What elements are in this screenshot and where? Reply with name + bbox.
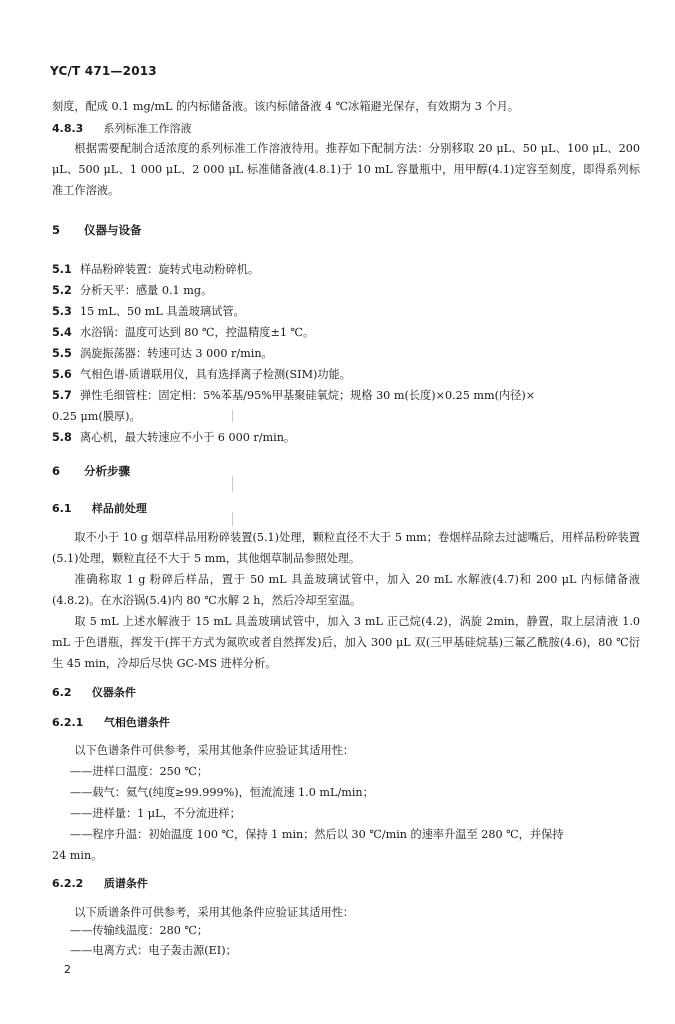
list-item — [52, 280, 642, 301]
continued-paragraph — [52, 96, 640, 117]
section-number: 6.2.1 — [52, 716, 84, 729]
ms-condition-item: ——传输线温度：280 ℃； — [70, 924, 209, 937]
gc-condition-item: ——进样口温度：250 ℃； — [70, 765, 209, 778]
section-heading-6-2-1 — [52, 714, 170, 730]
item-text: 水浴锅：温度可达到 80 ℃，控温精度±1 ℃。 — [80, 326, 315, 339]
section-number: 6.2 — [52, 686, 72, 699]
paragraph-text: 以下质谱条件可供参考，采用其他条件应验证其适用性： — [74, 906, 355, 919]
section-heading-5 — [52, 222, 142, 238]
list-item — [52, 343, 642, 364]
item-text: 15 mL、50 mL 具盖玻璃试管。 — [80, 305, 245, 318]
paragraph-text: 刻度，配成 0.1 mg/mL 的内标储备液。该内标储备液 4 ℃冰箱避光保存，有效期为 3 个月。 — [52, 100, 520, 113]
section-number: 6 — [52, 464, 61, 478]
section-title: 系列标准工作溶液 — [103, 122, 192, 135]
item-text: 涡旋振荡器：转速可达 3 000 r/min。 — [80, 347, 273, 360]
scan-mark — [232, 476, 233, 492]
item-number: 5.2 — [52, 284, 72, 297]
section-heading-4-8-3 — [52, 120, 192, 136]
section-title: 质谱条件 — [103, 877, 148, 890]
section-number: 6.2.2 — [52, 877, 84, 890]
list-item — [52, 322, 642, 343]
item-text: 样品粉碎装置：旋转式电动粉碎机。 — [80, 263, 260, 276]
section-heading-6 — [52, 463, 130, 479]
item-number: 5.8 — [52, 431, 72, 444]
item-text: 0.25 μm(膜厚)。 — [52, 410, 141, 423]
section-number: 4.8.3 — [52, 122, 84, 135]
paragraph-text: 根据需要配制合适浓度的系列标准工作溶液待用。推荐如下配制方法：分别移取 20 μL、50 μL、100 μL、200 μL、500 μL、1 000 μL、2 000 μL 标准储备液(4.8.1)于 10 mL 容量瓶中，用甲醇(4.1)定容至刻度，即得系列标准工作溶液。 — [52, 142, 640, 197]
scan-mark — [232, 512, 233, 526]
ms-condition-item: ——电离方式：电子轰击源(EI)； — [70, 944, 237, 957]
item-number: 5.5 — [52, 347, 72, 360]
item-text: 气相色谱-质谱联用仪，具有选择离子检测(SIM)功能。 — [80, 368, 351, 381]
gc-conditions-lead — [52, 740, 640, 761]
section-heading-6-1 — [52, 500, 147, 516]
item-number: 5.7 — [52, 389, 72, 402]
paragraph-text: 准确称取 1 g 粉碎后样品，置于 50 mL 具盖玻璃试管中，加入 20 mL 水解液(4.7)和 200 μL 内标储备液(4.8.2)。在水浴锅(5.4)内 80 ℃水解 2 h，然后冷却至室温。 — [52, 573, 640, 607]
scan-mark — [232, 410, 233, 422]
item-text: 弹性毛细管柱：固定相：5%苯基/95%甲基聚硅氧烷；规格 30 m(长度)×0.25 mm(内径)× — [80, 389, 536, 402]
section-title: 分析步骤 — [84, 464, 131, 478]
item-number: 5.6 — [52, 368, 72, 381]
gc-condition-item: ——载气：氦气(纯度≥99.999%)，恒流流速 1.0 mL/min； — [70, 786, 374, 799]
list-item — [52, 301, 642, 322]
section-heading-6-2 — [52, 684, 136, 700]
section-title: 气相色谱条件 — [103, 716, 170, 729]
section-number: 5 — [52, 223, 61, 237]
standard-number: YC/T 471—2013 — [50, 64, 157, 78]
list-item — [52, 364, 642, 385]
list-item — [52, 427, 642, 448]
item-number: 5.3 — [52, 305, 72, 318]
paragraph-text: 取 5 mL 上述水解液于 15 mL 具盖玻璃试管中，加入 3 mL 正己烷(4.2)，涡旋 2min，静置，取上层清液 1.0 mL 于色谱瓶，挥发干(挥干方式为氮吹或者自然挥发)后，加入 300 μL 双(三甲基硅烷基)三氟乙酰胺(4.6)，80 ℃衍生 45 min，冷却后尽快 GC-MS 进样分析。 — [52, 615, 640, 670]
gc-condition-item: ——程序升温：初始温度 100 ℃，保持 1 min；然后以 30 ℃/min 的速率升温至 280 ℃，并保持 — [70, 828, 564, 841]
paragraph-text: 取不小于 10 g 烟草样品用粉碎装置(5.1)处理，颗粒直径不大于 5 mm；卷烟样品除去过滤嘴后，用样品粉碎装置(5.1)处理，颗粒直径不大于 5 mm，其他烟草制品参照处理。 — [52, 531, 640, 565]
section-number: 6.1 — [52, 502, 72, 515]
list-item — [52, 259, 642, 280]
item-text: 分析天平：感量 0.1 mg。 — [80, 284, 213, 297]
section-body-6-1 — [52, 527, 640, 674]
section-title: 仪器条件 — [91, 686, 136, 699]
section-title: 仪器与设备 — [84, 223, 142, 237]
section-title: 样品前处理 — [91, 502, 147, 515]
gc-condition-item: ——进样量：1 μL，不分流进样； — [70, 807, 241, 820]
gc-condition-item-continuation: 24 min。 — [52, 849, 103, 862]
item-text: 离心机，最大转速应不小于 6 000 r/min。 — [80, 431, 296, 444]
paragraph-text: 以下色谱条件可供参考，采用其他条件应验证其适用性： — [74, 744, 355, 757]
list-item — [52, 385, 642, 406]
page-number: 2 — [64, 963, 71, 976]
list-item-continuation — [52, 406, 642, 427]
item-number: 5.1 — [52, 263, 72, 276]
item-number: 5.4 — [52, 326, 72, 339]
section-body-4-8-3 — [52, 138, 640, 201]
section-heading-6-2-2 — [52, 875, 148, 891]
